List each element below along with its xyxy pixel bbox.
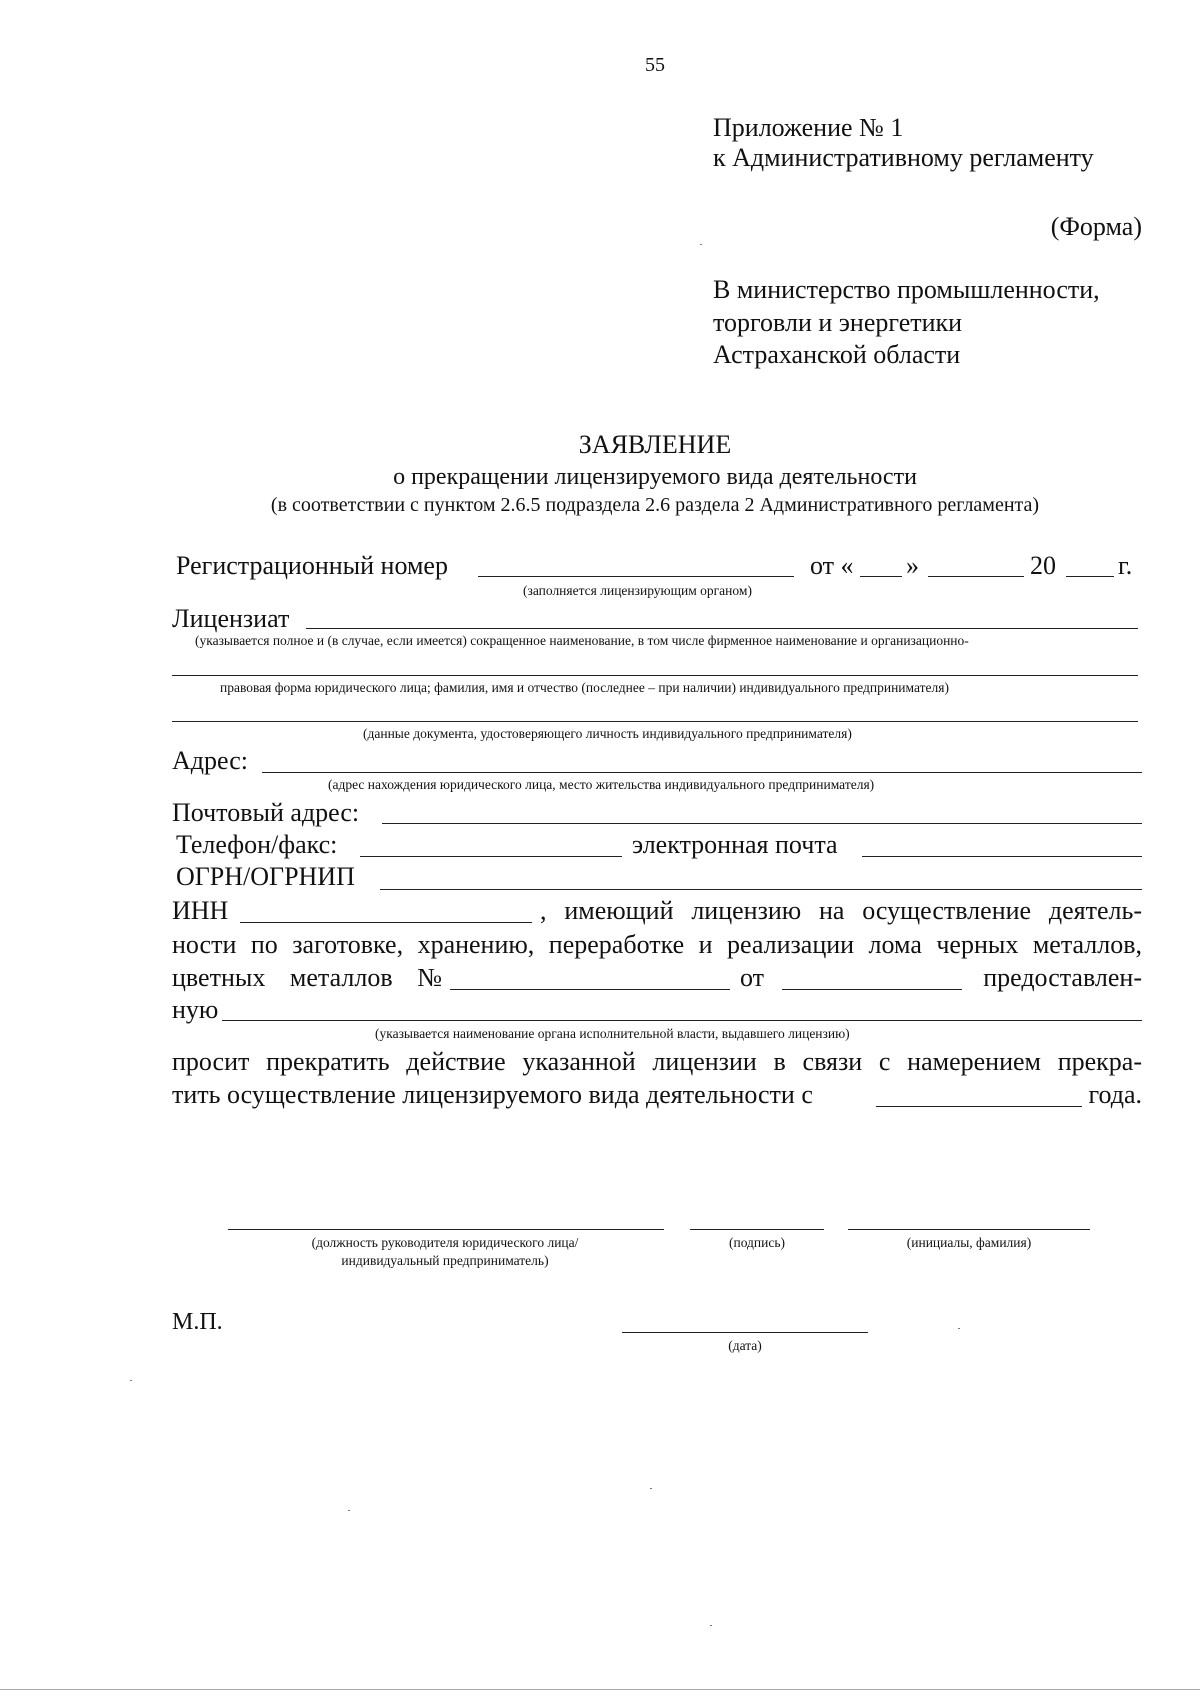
registration-from-label: от « xyxy=(810,551,854,580)
date-hint: (дата) xyxy=(728,1338,762,1353)
license-number-field[interactable] xyxy=(450,989,730,990)
registration-number-field[interactable] xyxy=(478,576,794,577)
licensee-document-field[interactable] xyxy=(172,721,1138,722)
registration-label: Регистрационный номер xyxy=(176,551,448,580)
scan-speck xyxy=(348,1510,350,1511)
appendix-number: Приложение № 1 xyxy=(713,113,904,142)
recipient-line-1: В министерство промышленности, xyxy=(713,275,1100,304)
phone-fax-label: Телефон/факс: xyxy=(176,830,338,859)
name-hint: (инициалы, фамилия) xyxy=(906,1235,1032,1250)
phone-fax-field[interactable] xyxy=(360,856,622,857)
scan-speck xyxy=(650,1488,652,1489)
scan-speck xyxy=(958,1328,960,1329)
registration-hint: (заполняется лицензирующим органом) xyxy=(523,583,752,598)
request-line-1: просит прекратить действие указанной лицензии в связи с намерением прекра- xyxy=(172,1047,1142,1076)
signature-hint: (подпись) xyxy=(728,1235,786,1250)
address-label: Адрес: xyxy=(172,746,248,775)
position-hint-2: индивидуальный предприниматель) xyxy=(341,1253,549,1268)
position-signature-line[interactable] xyxy=(228,1229,664,1230)
recipient-line-3: Астраханской области xyxy=(713,340,961,369)
scan-edge-rule xyxy=(0,1689,1200,1690)
licensee-hint-3: (данные документа, удостоверяющего личность индивидуального предпринимателя) xyxy=(363,726,852,741)
registration-month-field[interactable] xyxy=(928,576,1024,577)
date-signature-line[interactable] xyxy=(622,1332,868,1333)
license-date-field[interactable] xyxy=(782,989,962,990)
signature-line[interactable] xyxy=(690,1229,824,1230)
email-label: электронная почта xyxy=(632,830,838,859)
name-signature-line[interactable] xyxy=(848,1229,1090,1230)
appendix-reference: к Административному регламенту xyxy=(713,143,1094,172)
registration-year-prefix: 20 xyxy=(1030,551,1056,580)
position-hint-1: (должность руководителя юридического лица/ xyxy=(311,1235,579,1250)
licensee-hint-1: (указывается полное и (в случае, если имеется) сокращенное наименование, в том числе фирменное наименование и организационно- xyxy=(195,633,969,648)
email-field[interactable] xyxy=(862,856,1142,857)
postal-address-field[interactable] xyxy=(382,823,1142,824)
license-issuer-field[interactable] xyxy=(222,1020,1142,1021)
request-year-suffix: года. xyxy=(1088,1080,1142,1109)
licensee-field-2[interactable] xyxy=(172,675,1138,676)
page-number: 55 xyxy=(645,54,665,76)
scan-speck xyxy=(710,1625,712,1626)
address-hint: (адрес нахождения юридического лица, место жительства индивидуального предпринимателя) xyxy=(328,777,875,792)
form-label: (Форма) xyxy=(1050,212,1142,241)
ogrn-field[interactable] xyxy=(380,889,1142,890)
license-granted-suffix: ную xyxy=(172,995,219,1024)
license-granted-label: предоставлен- xyxy=(983,963,1142,992)
licensee-hint-2: правовая форма юридического лица; фамилия, имя и отчество (последнее – при наличии) индивидуального предпринимателя) xyxy=(220,680,949,695)
registration-year-suffix: г. xyxy=(1118,551,1133,580)
inn-license-text: , имеющий лицензию на осуществление деятель- xyxy=(540,896,1142,925)
inn-label: ИНН xyxy=(172,896,229,925)
request-line-2: тить осуществление лицензируемого вида деятельности с xyxy=(172,1080,813,1109)
registration-year-field[interactable] xyxy=(1066,576,1114,577)
license-from-label: от xyxy=(740,963,765,992)
body-line-2: ности по заготовке, хранению, переработке и реализации лома черных металлов, xyxy=(172,930,1142,959)
scan-speck xyxy=(130,1380,132,1381)
address-field[interactable] xyxy=(262,772,1142,773)
document-subtitle: о прекращении лицензируемого вида деятельности xyxy=(393,464,917,490)
licensee-field[interactable] xyxy=(306,628,1138,629)
license-issuer-hint: (указывается наименование органа исполнительной власти, выдавшего лицензию) xyxy=(375,1026,850,1041)
license-number-label: цветных металлов № xyxy=(172,963,442,992)
document-reference: (в соответствии с пунктом 2.6.5 подраздела 2.6 раздела 2 Административного регламента) xyxy=(270,494,1040,516)
registration-day-field[interactable] xyxy=(860,576,902,577)
licensee-label: Лицензиат xyxy=(172,604,290,633)
scan-speck xyxy=(700,244,702,245)
inn-field[interactable] xyxy=(240,922,532,923)
termination-date-field[interactable] xyxy=(876,1106,1082,1107)
document-title: ЗАЯВЛЕНИЕ xyxy=(578,430,732,459)
recipient-line-2: торговли и энергетики xyxy=(713,308,963,337)
ogrn-label: ОГРН/ОГРНИП xyxy=(176,862,355,891)
postal-address-label: Почтовый адрес: xyxy=(172,798,360,827)
registration-quote-close: » xyxy=(906,551,919,580)
stamp-label: М.П. xyxy=(172,1309,223,1335)
